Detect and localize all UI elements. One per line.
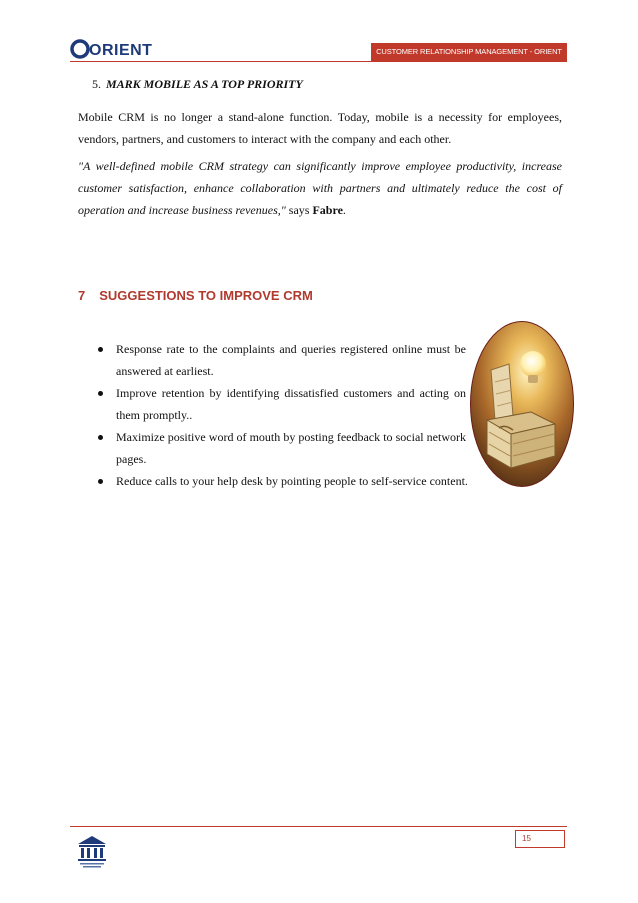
orient-logo [70,38,154,60]
bullet-icon [98,347,103,352]
paragraph-mobile-crm: Mobile CRM is no longer a stand-alone function. Today, mobile is a necessity for employees, vendors, partners, and customers to interact with the company and each other. [78,110,562,146]
bullet-icon [98,435,103,440]
bullet-icon [98,479,103,484]
list-item-text: Maximize positive word of mouth by posting feedback to social network pages. [116,430,466,466]
item-5-heading [92,77,303,92]
quote-says: says [285,203,313,217]
institute-building-logo [74,832,110,870]
list-item-text: Response rate to the complaints and queries registered online must be answered at earliest. [116,342,466,378]
section-title: SUGGESTIONS TO IMPROVE CRM [99,288,313,303]
item-5-number: 5. [92,77,101,91]
suggestions-list [94,338,494,492]
lightbulb-box-illustration [469,320,575,488]
list-item [94,382,494,426]
header-rule [70,61,567,62]
quote-text: "A well-defined mobile CRM strategy can significantly improve employee productivity, increase customer satisfaction, enhance collaboration with partners and ultimately reduce the cost of operation and increase business revenues," [78,159,562,217]
list-item-text: Improve retention by identifying dissatisfied customers and acting on them promptly.. [116,386,466,422]
footer-rule [70,826,567,827]
section-number: 7 [78,288,86,303]
running-header-title: CUSTOMER RELATIONSHIP MANAGEMENT - ORIENT [371,43,567,61]
quote-end: . [342,203,346,217]
list-item [94,470,494,492]
list-item-text: Reduce calls to your help desk by pointing people to self-service content. [116,474,468,488]
bullet-icon [98,391,103,396]
quote-author: Fabre [312,203,343,217]
list-item [94,338,494,382]
paragraph-quote [78,155,562,221]
section-heading [78,288,313,303]
list-item [94,426,494,470]
page-number: 15 [515,830,565,848]
item-5-title: MARK MOBILE AS A TOP PRIORITY [106,77,303,91]
logo-text: ORIENT [89,42,153,59]
